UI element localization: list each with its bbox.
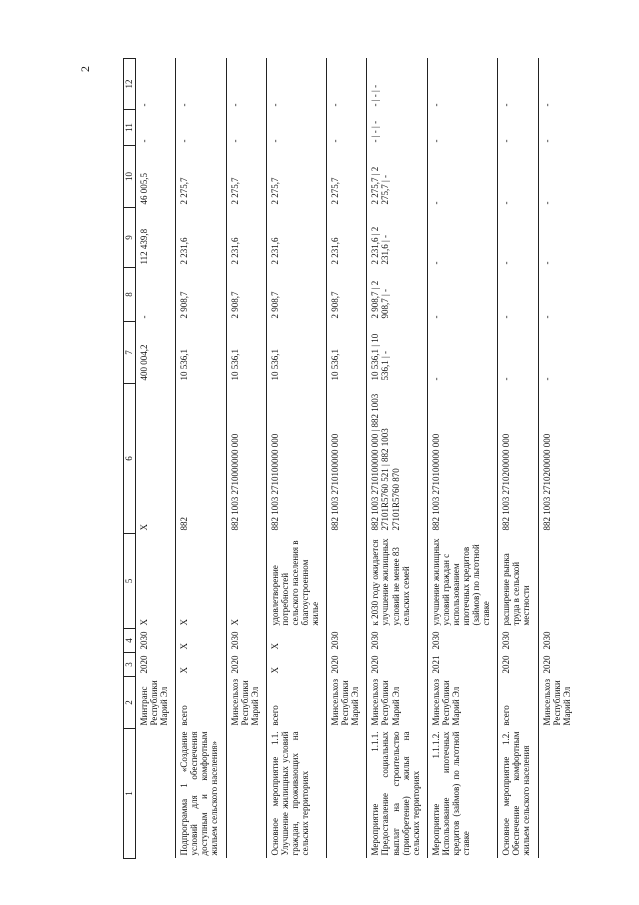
table-cell-col-2: Минтранс Республики Марий Эл — [136, 677, 176, 729]
table-cell-col-4: 2030 — [327, 629, 367, 653]
table-cell-col-9: 112 439,8 — [136, 208, 176, 268]
table-cell-col-1 — [327, 729, 367, 859]
table-cell-col-9: 2 231,6 — [327, 208, 367, 268]
table-cell-col-12: - — [498, 59, 538, 110]
table-cell-col-2: Минсельхоз Республики Марий Эл — [427, 677, 497, 729]
table-cell-col-6: 882 1003 2710200000 000 — [498, 384, 538, 534]
table-cell-col-5 — [327, 534, 367, 629]
table-row — [427, 59, 497, 859]
table-cell-col-1: Основное мероприятие 1.1. Улучшение жилищных условий граждан, проживающих на сельских территориях — [266, 729, 326, 859]
table-cell-col-7: 10 536,1 — [266, 322, 326, 384]
table-row — [327, 59, 367, 859]
table-cell-col-8: - — [538, 268, 578, 322]
table-cell-col-10: 46 005,5 — [136, 146, 176, 208]
column-number-8: 8 — [124, 268, 136, 322]
table-cell-col-4: 2030 — [136, 629, 176, 653]
table-cell-col-10: 2 275,7 — [266, 146, 326, 208]
table-cell-col-11: - | - | - — [367, 110, 427, 146]
table-cell-col-6: 882 1003 2710100000 000 — [427, 384, 497, 534]
table-cell-col-9: 2 231,6 — [266, 208, 326, 268]
table-cell-col-10: 2 275,7 — [176, 146, 226, 208]
table-cell-col-5: X — [136, 534, 176, 629]
table-cell-col-12: - — [327, 59, 367, 110]
table-cell-col-8: 2 908,7 | 2 908,7 | - — [367, 268, 427, 322]
table-cell-col-8: - — [136, 268, 176, 322]
table-cell-col-7: - — [427, 322, 497, 384]
table-cell-col-7: 400 004,2 — [136, 322, 176, 384]
column-number-9: 9 — [124, 208, 136, 268]
table-row — [136, 59, 176, 859]
column-number-3: 3 — [124, 653, 136, 677]
table-cell-col-12: - — [226, 59, 266, 110]
table-cell-col-4: 2030 — [427, 629, 497, 653]
table-cell-col-8: - — [498, 268, 538, 322]
table-cell-col-5: X — [226, 534, 266, 629]
table-cell-col-3: 2020 — [136, 653, 176, 677]
column-number-11: 11 — [124, 110, 136, 146]
table-cell-col-11: - — [266, 110, 326, 146]
table-cell-col-4: 2030 — [538, 629, 578, 653]
table-cell-col-9: - — [427, 208, 497, 268]
table-cell-col-8: 2 908,7 — [266, 268, 326, 322]
table-cell-col-8: 2 908,7 — [176, 268, 226, 322]
table-cell-col-5: удовлетворение потребностей сельского населения в благоустроенном жилье — [266, 534, 326, 629]
table-cell-col-9: - — [498, 208, 538, 268]
table-cell-col-3: X — [176, 653, 226, 677]
table-cell-col-2: всего — [498, 677, 538, 729]
table-cell-col-10: 2 275,7 — [327, 146, 367, 208]
table-cell-col-5: X — [176, 534, 226, 629]
table-cell-col-3: 2020 — [367, 653, 427, 677]
table-cell-col-2: Минсельхоз Республики Марий Эл — [327, 677, 367, 729]
table-cell-col-12: - — [176, 59, 226, 110]
table-cell-col-6: 882 1003 2710100000 000 | 882 1003 27101R5760 521 | 882 1003 27101R5760 870 — [367, 384, 427, 534]
table-row — [226, 59, 266, 859]
table-cell-col-12: - — [266, 59, 326, 110]
table-cell-col-10: 2 275,7 — [226, 146, 266, 208]
column-number-2: 2 — [124, 677, 136, 729]
table-cell-col-10: - — [427, 146, 497, 208]
table-cell-col-4: 2030 — [367, 629, 427, 653]
table-cell-col-6: 882 1003 2710200000 000 — [538, 384, 578, 534]
table-cell-col-3: X — [266, 653, 326, 677]
table-cell-col-11: - — [136, 110, 176, 146]
table-cell-col-5: расширение рынка труда в сельской местности — [498, 534, 538, 629]
table-cell-col-12: - — [136, 59, 176, 110]
rotated-table-sheet — [123, 59, 572, 859]
table-body — [136, 59, 578, 859]
column-number-12: 12 — [124, 59, 136, 110]
table-row — [498, 59, 538, 859]
table-cell-col-1: Мероприятие 1.1.1.2. Использование ипотечных кредитов (займов) по льготной ставке — [427, 729, 497, 859]
table-cell-col-8: 2 908,7 — [327, 268, 367, 322]
table-row — [176, 59, 226, 859]
table-row — [266, 59, 326, 859]
table-cell-col-2: Минсельхоз Республики Марий Эл — [538, 677, 578, 729]
table-cell-col-12: - — [538, 59, 578, 110]
table-cell-col-7: 10 536,1 — [176, 322, 226, 384]
table-cell-col-3: 2020 — [327, 653, 367, 677]
table-cell-col-9: 2 231,6 | 2 231,6 | - — [367, 208, 427, 268]
table-row — [367, 59, 427, 859]
table-cell-col-4: X — [266, 629, 326, 653]
table-cell-col-3: 2020 — [538, 653, 578, 677]
page-number: 2 — [78, 66, 92, 72]
table-cell-col-5: улучшение жилищных условий граждан с использованием ипотечных кредитов (займов) по льготной ставке — [427, 534, 497, 629]
table-cell-col-11: - — [538, 110, 578, 146]
table-cell-col-6: 882 1003 2710100000 000 — [266, 384, 326, 534]
table-cell-col-1 — [226, 729, 266, 859]
table-cell-col-7: - — [498, 322, 538, 384]
column-number-row — [124, 59, 136, 859]
program-table — [123, 58, 578, 859]
table-cell-col-2: Минсельхоз Республики Марий Эл — [367, 677, 427, 729]
table-cell-col-11: - — [498, 110, 538, 146]
table-cell-col-2: всего — [266, 677, 326, 729]
table-cell-col-6: 882 1003 2710100000 000 — [327, 384, 367, 534]
table-cell-col-7: 10 536,1 | 10 536,1 | - — [367, 322, 427, 384]
table-cell-col-7: 10 536,1 — [327, 322, 367, 384]
table-cell-col-1 — [136, 729, 176, 859]
table-row — [538, 59, 578, 859]
table-cell-col-4: 2030 — [226, 629, 266, 653]
table-cell-col-6: 882 — [176, 384, 226, 534]
table-cell-col-7: 10 536,1 — [226, 322, 266, 384]
column-number-10: 10 — [124, 146, 136, 208]
table-cell-col-4: X — [176, 629, 226, 653]
table-cell-col-10: 2 275,7 | 2 275,7 | - — [367, 146, 427, 208]
table-cell-col-7: - — [538, 322, 578, 384]
table-cell-col-11: - — [176, 110, 226, 146]
table-cell-col-9: 2 231,6 — [226, 208, 266, 268]
table-cell-col-2: Минсельхоз Республики Марий Эл — [226, 677, 266, 729]
table-cell-col-4: 2030 — [498, 629, 538, 653]
column-number-7: 7 — [124, 322, 136, 384]
table-cell-col-5: к 2030 году ожидается улучшение жилищных условий не менее 83 сельских семей — [367, 534, 427, 629]
column-number-5: 5 — [124, 534, 136, 629]
table-cell-col-9: 2 231,6 — [176, 208, 226, 268]
table-cell-col-5 — [538, 534, 578, 629]
table-cell-col-3: 2020 — [226, 653, 266, 677]
table-cell-col-8: - — [427, 268, 497, 322]
table-cell-col-11: - — [327, 110, 367, 146]
table-cell-col-6: 882 1003 2710000000 000 — [226, 384, 266, 534]
table-cell-col-1: Основное мероприятие 1.2. Обеспечение комфортным жильем сельского населения — [498, 729, 538, 859]
table-cell-col-12: - | - | - — [367, 59, 427, 110]
table-cell-col-9: - — [538, 208, 578, 268]
table-cell-col-6: X — [136, 384, 176, 534]
table-cell-col-8: 2 908,7 — [226, 268, 266, 322]
table-cell-col-12: - — [427, 59, 497, 110]
table-cell-col-11: - — [427, 110, 497, 146]
table-cell-col-1: Мероприятие 1.1.1. Предоставление социальных выплат на строительство (приобретение) жилья на сельских территориях — [367, 729, 427, 859]
table-cell-col-1 — [538, 729, 578, 859]
table-cell-col-2: всего — [176, 677, 226, 729]
table-cell-col-3: 2020 — [498, 653, 538, 677]
table-cell-col-10: - — [498, 146, 538, 208]
table-cell-col-10: - — [538, 146, 578, 208]
column-number-6: 6 — [124, 384, 136, 534]
column-number-1: 1 — [124, 729, 136, 859]
table-cell-col-11: - — [226, 110, 266, 146]
table-cell-col-3: 2021 — [427, 653, 497, 677]
column-number-4: 4 — [124, 629, 136, 653]
table-cell-col-1: Подпрограмма 1 «Создание условий для обеспечения доступным и комфортным жильем сельского населения» — [176, 729, 226, 859]
